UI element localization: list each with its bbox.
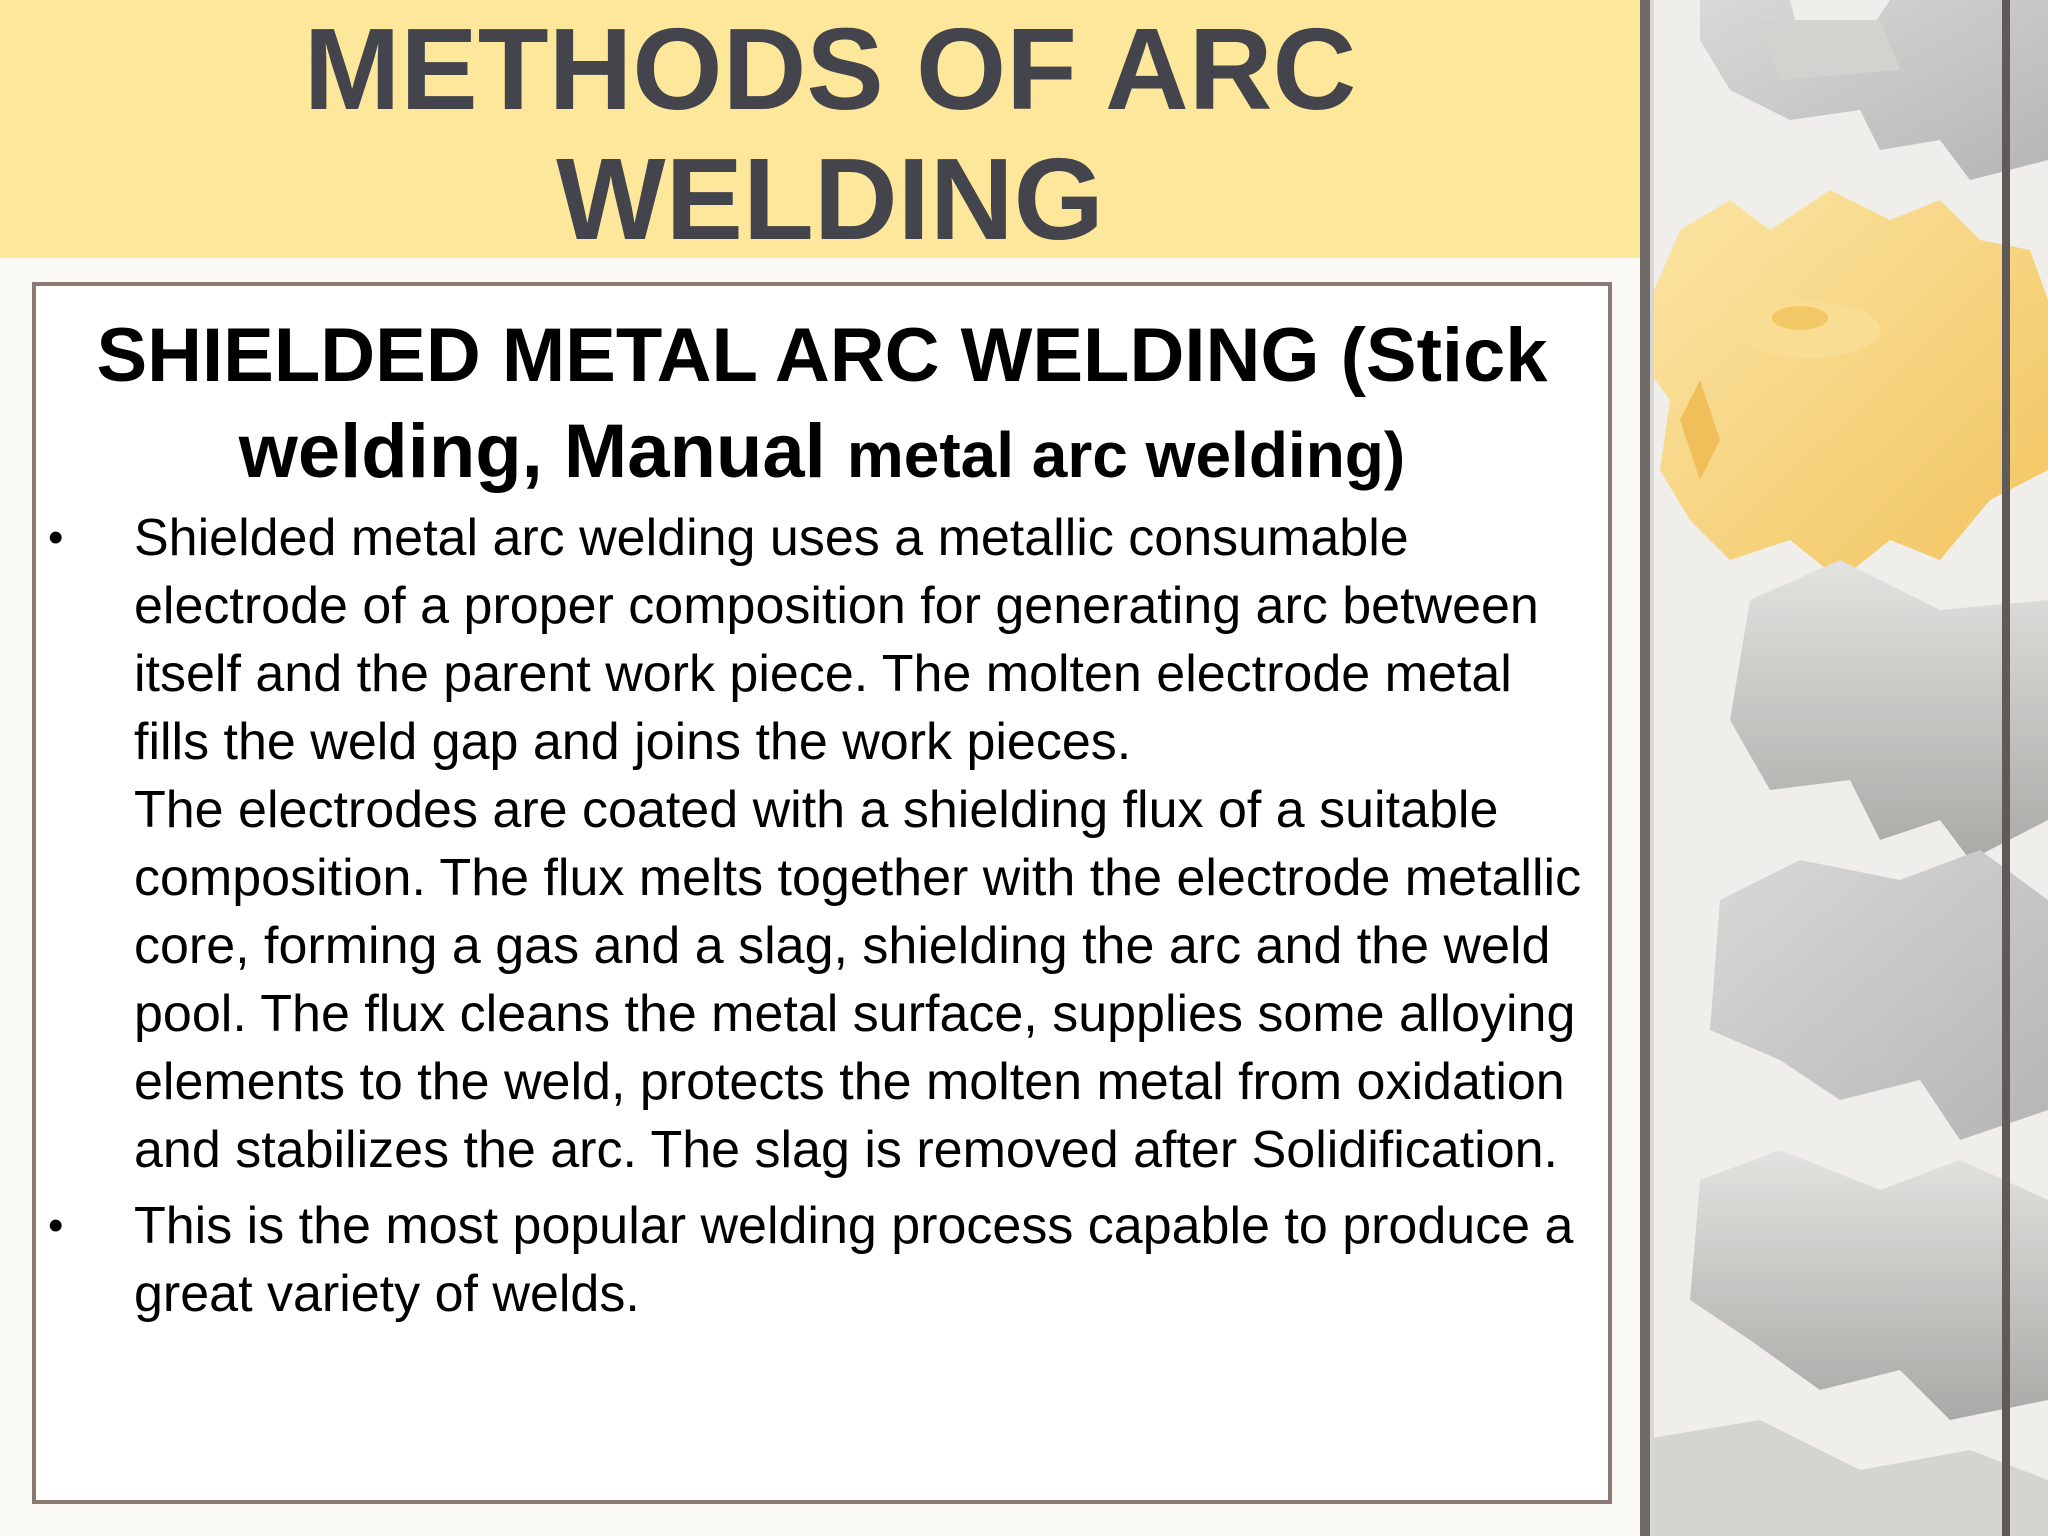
gears-decoration [1640, 0, 2048, 1536]
section-heading-main: welding, Manual [238, 409, 847, 494]
section-heading-small: metal arc welding) [846, 419, 1406, 491]
bullet-item [36, 1192, 1608, 1328]
section-heading-line-1: SHIELDED METAL ARC WELDING (Stick [96, 313, 1548, 398]
gears-icon [1640, 0, 2048, 1536]
bullet-list [36, 504, 1608, 1328]
section-heading-line-2 [36, 404, 1608, 503]
slide-title [0, 4, 1660, 264]
bullet-item [36, 504, 1608, 1184]
bullet-paragraph: The electrodes are coated with a shielding flux of a suitable composition. The flux melts together with the electrode metallic core, forming a gas and a slag, shielding the arc and the weld pool. The flux cleans the metal surface, supplies some alloying elements to the weld, protects the molten metal from oxidation and stabilizes the arc. The slag is removed after Solidification. [134, 781, 1582, 1179]
section-heading [36, 308, 1608, 503]
bullet-symbol: • [48, 1201, 64, 1250]
slide-title-line-2: WELDING [556, 134, 1104, 264]
bullet-symbol: • [48, 513, 64, 562]
slide-title-line-1: METHODS OF ARC [303, 4, 1357, 134]
bullet-paragraph: This is the most popular welding process capable to produce a great variety of welds. [134, 1197, 1574, 1323]
content-box [32, 282, 1612, 1504]
bullet-paragraph: Shielded metal arc welding uses a metallic consumable electrode of a proper composition for generating arc between itself and the parent work piece. The molten electrode metal fills the weld gap and joins the work pieces. [134, 509, 1539, 771]
